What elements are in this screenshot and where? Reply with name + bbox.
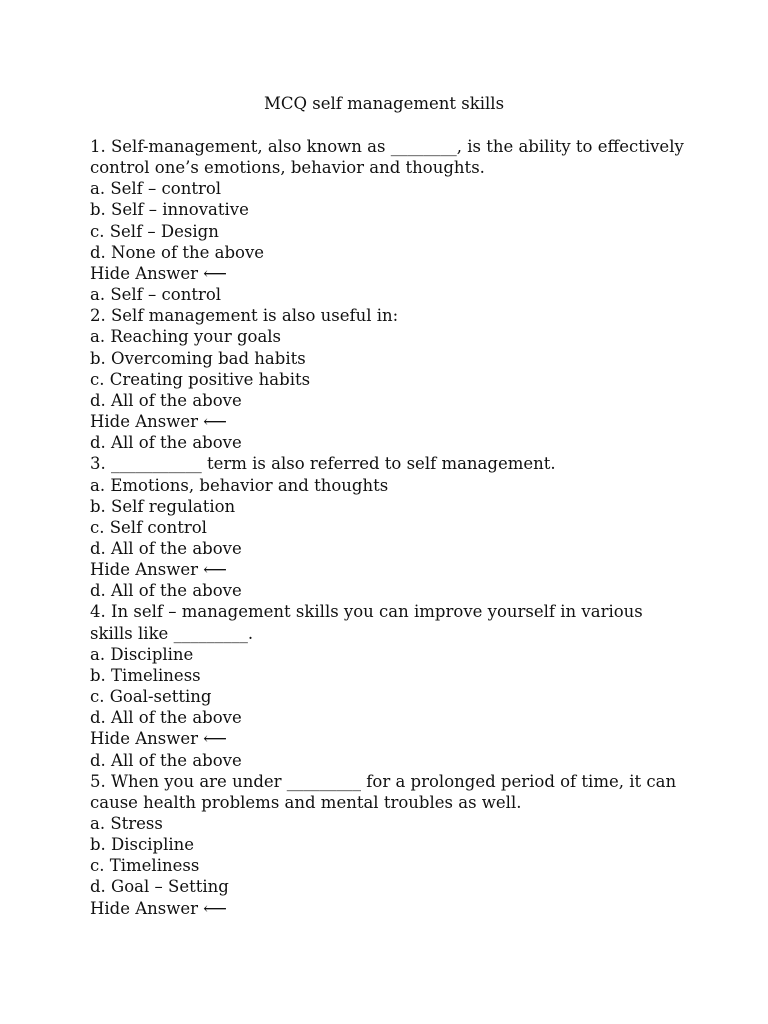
answer-text: d. All of the above — [90, 581, 242, 601]
option-c: c. Self – Design — [90, 221, 219, 241]
option-a: a. Self – control — [90, 179, 222, 199]
question-list — [90, 136, 690, 919]
question-text: 4. In self – management skills you can improve yourself in various skills like _________. — [90, 602, 643, 643]
option-c: c. Goal-setting — [90, 687, 212, 707]
question-text: 2. Self management is also useful in: — [90, 306, 399, 326]
option-b: b. Self regulation — [90, 496, 236, 516]
option-b: b. Overcoming bad habits — [90, 348, 306, 368]
option-c: c. Self control — [90, 517, 207, 537]
option-c: c. Creating positive habits — [90, 369, 311, 389]
option-b: b. Timeliness — [90, 665, 201, 685]
option-a: a. Stress — [90, 814, 163, 833]
option-d: d. All of the above — [90, 708, 242, 728]
option-a: a. Reaching your goals — [90, 327, 282, 347]
option-b: b. Discipline — [90, 835, 195, 855]
document-title: MCQ self management skills — [263, 94, 505, 113]
question-block — [90, 771, 690, 919]
question-text: 3. ___________ term is also referred to self management. — [90, 454, 556, 474]
hide-answer-link[interactable]: Hide Answer ⟵ — [90, 729, 227, 749]
option-d: d. Goal – Setting — [90, 877, 229, 897]
hide-answer-link[interactable]: Hide Answer ⟵ — [90, 412, 227, 432]
question-text: 1. Self-management, also known as ________, is the ability to effectively control one’s emotions, behavior and thoughts. — [90, 137, 684, 178]
option-a: a. Emotions, behavior and thoughts — [90, 475, 389, 495]
question-block — [90, 453, 690, 601]
option-d: d. None of the above — [90, 242, 265, 262]
question-block — [90, 601, 690, 770]
option-d: d. All of the above — [90, 538, 242, 558]
option-c: c. Timeliness — [90, 856, 200, 876]
option-d: d. All of the above — [90, 390, 242, 410]
option-a: a. Discipline — [90, 644, 194, 664]
answer-text: d. All of the above — [90, 433, 242, 453]
question-text: 5. When you are under _________ for a prolonged period of time, it can cause health problems and mental troubles as well. — [90, 771, 677, 812]
answer-text: d. All of the above — [90, 750, 242, 770]
hide-answer-link[interactable]: Hide Answer ⟵ — [90, 263, 227, 283]
hide-answer-link[interactable]: Hide Answer ⟵ — [90, 560, 227, 580]
question-block — [90, 136, 690, 305]
hide-answer-link[interactable]: Hide Answer ⟵ — [90, 898, 227, 918]
option-b: b. Self – innovative — [90, 200, 249, 220]
question-block — [90, 305, 690, 453]
answer-text: a. Self – control — [90, 285, 222, 305]
